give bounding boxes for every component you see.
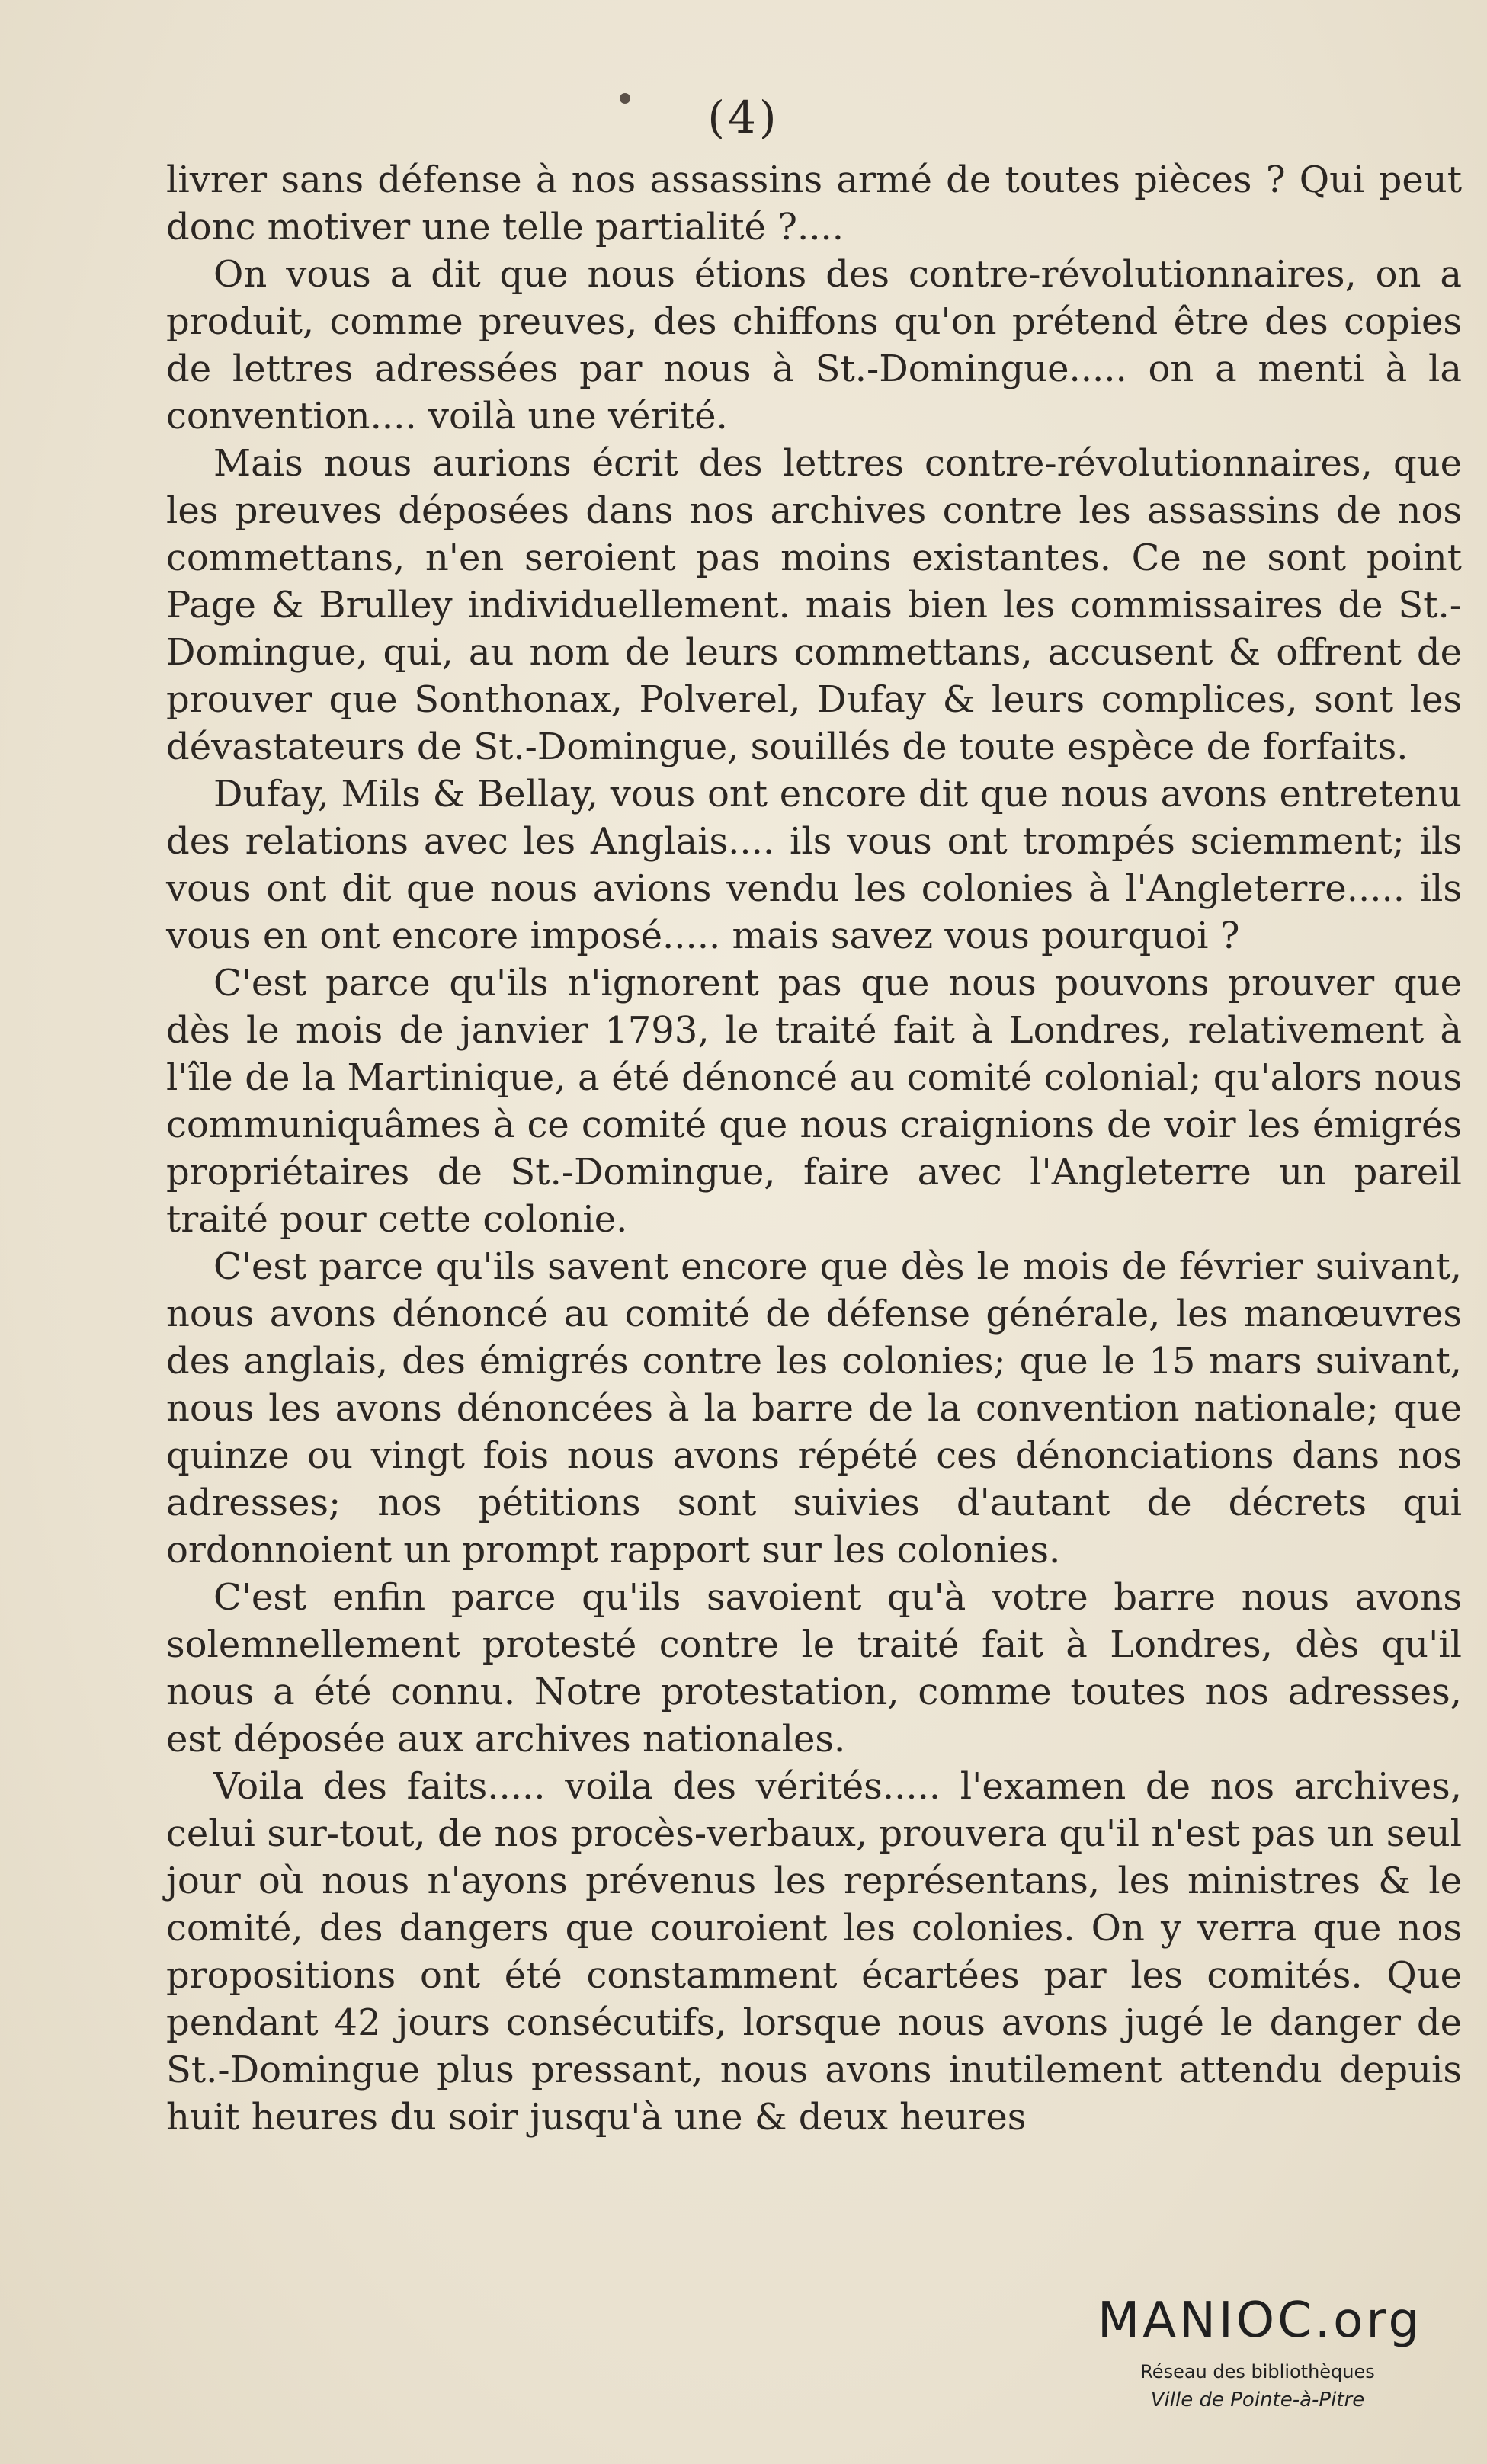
paragraph-5: C'est parce qu'ils n'ignorent pas que nous pouvons prouver que dès le mois de janvier 1793, le traité fait à Londres, relativement à l'île de la Martinique, a été dénoncé au comité colonial; qu'alors nous communiquâmes à ce comité que nous craignions de voir les émigrés propriétaires de St.-Domingue, faire avec l'Angleterre un pareil traité pour cette colonie. (166, 962, 1462, 1241)
paragraph-7: C'est enfin parce qu'ils savoient qu'à votre barre nous avons solemnellement protesté contre le traité fait à Londres, dès qu'il nous a été connu. Notre protestation, comme toutes nos adresses, est déposée aux archives nationales. (166, 1576, 1462, 1761)
page-number: (4) (707, 91, 780, 143)
manioc-logo (1098, 2293, 1423, 2411)
paragraph-3: Mais nous aurions écrit des lettres contre-révolutionnaires, que les preuves déposées dans nos archives contre les assassins de nos commettans, n'en seroient pas moins existantes. Ce ne sont point Page & Brulley individuellement. mais bien les commissaires de St.-Domingue, qui, au nom de leurs commettans, accusent & offrent de prouver que Sonthonax, Polverel, Dufay & leurs complices, sont les dévastateurs de St.-Domingue, souillés de toute espèce de forfaits. (166, 442, 1462, 768)
logo-location: Ville de Pointe-à-Pitre (1150, 2389, 1365, 2411)
paragraph-6: C'est parce qu'ils savent encore que dès le mois de février suivant, nous avons dénoncé au comité de défense générale, les manœuvres des anglais, des émigrés contre les colonies; que le 15 mars suivant, nous les avons dénoncées à la barre de la convention nationale; que quinze ou vingt fois nous avons répété ces dénonciations dans nos adresses; nos pétitions sont suivies d'autant de décrets qui ordonnoient un prompt rapport sur les colonies. (166, 1245, 1462, 1572)
paragraph-8: Voila des faits..... voila des vérités..... l'examen de nos archives, celui sur-tout, de nos procès-verbaux, prouvera qu'il n'est pas un seul jour où nous n'ayons prévenus les représentans, les ministres & le comité, des dangers que couroient les colonies. On y verra que nos propositions ont été constamment écartées par les comités. Que pendant 42 jours consécutifs, lorsque nous avons jugé le danger de St.-Domingue plus pressant, nous avons inutilement attendu depuis huit heures du soir jusqu'à une & deux heures (166, 1765, 1462, 2139)
logo-name: MANIOC.org (1098, 2293, 1423, 2349)
body-text (166, 156, 1462, 2141)
paragraph-2: On vous a dit que nous étions des contre-révolutionnaires, on a produit, comme preuves, des chiffons qu'on prétend être des copies de lettres adressées par nous à St.-Domingue..... on a menti à la convention.... voilà une vérité. (166, 253, 1462, 437)
logo-subtitle: Réseau des bibliothèques (1140, 2361, 1375, 2382)
paragraph-1: livrer sans défense à nos assassins armé de toutes pièces ? Qui peut donc motiver une telle partialité ?.... (166, 159, 1462, 248)
paragraph-4: Dufay, Mils & Bellay, vous ont encore dit que nous avons entretenu des relations avec les Anglais.... ils vous ont trompés sciemment; ils vous ont dit que nous avions vendu les colonies à l'Angleterre..... ils vous en ont encore imposé..... mais savez vous pourquoi ? (166, 773, 1462, 957)
